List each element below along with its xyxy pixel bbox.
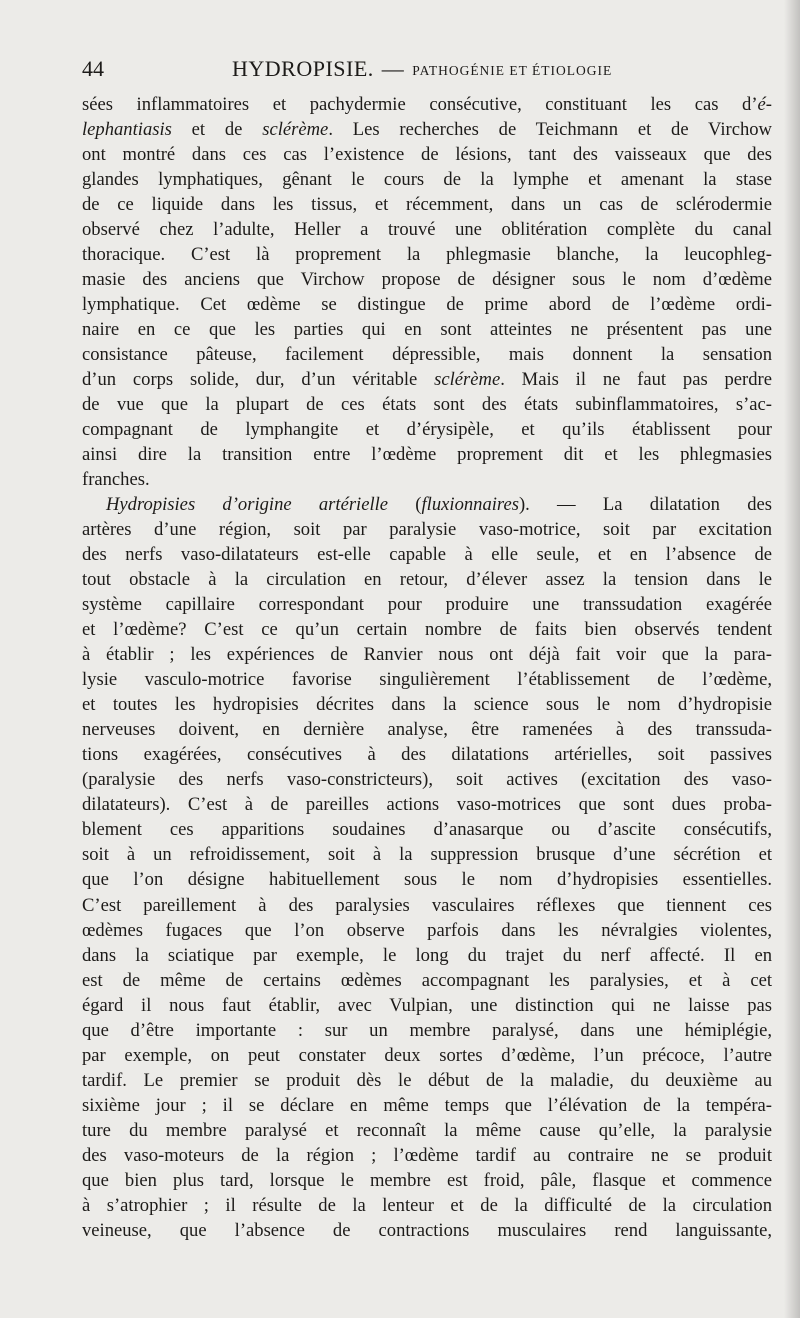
italic-text-segment: Hydropisies d’origine artérielle	[106, 494, 389, 516]
text-line	[82, 367, 772, 392]
text-line	[82, 792, 772, 817]
text-line	[82, 1168, 772, 1193]
text-segment: ). — La dilatation des	[518, 494, 772, 516]
text-segment: compagnant de lymphangite et d’érysipèle, et qu’ils établissent pour	[82, 419, 772, 441]
text-line	[82, 617, 772, 642]
text-segment: dans la sciatique par exemple, le long du trajet du nerf affecté. Il en	[82, 944, 772, 966]
text-segment: des vaso-moteurs de la région ; l’œdème tardif au contraire ne se produit	[82, 1144, 772, 1166]
text-segment: naire en ce que les parties qui en sont atteintes ne présentent pas une	[82, 319, 772, 341]
text-segment: de vue que la plupart de ces états sont des états subinflammatoires, s’ac-	[82, 394, 772, 416]
running-title-main: HYDROPISIE.	[232, 56, 374, 81]
text-line	[82, 1218, 772, 1243]
text-line	[82, 1118, 772, 1143]
text-segment: à s’atrophier ; il résulte de la lenteur et de la difficulté de la circulation	[82, 1194, 772, 1216]
body-text	[82, 92, 772, 1243]
text-segment: ainsi dire la transition entre l’œdème proprement dit et les phlegmasies	[82, 444, 772, 466]
text-segment: . Les recherches de Teichmann et de Virchow	[328, 119, 772, 141]
text-segment: nerveuses doivent, en dernière analyse, être ramenées à des transsuda-	[82, 719, 772, 741]
text-line	[82, 267, 772, 292]
text-line	[82, 893, 772, 918]
text-line	[82, 692, 772, 717]
text-segment: (paralysie des nerfs vaso-constricteurs), soit actives (excitation des vaso-	[82, 769, 772, 791]
text-segment: artères d’une région, soit par paralysie vaso-motrice, soit par excitation	[82, 519, 772, 541]
text-segment: et de	[171, 119, 263, 141]
italic-text-segment: sclérème	[262, 119, 329, 141]
italic-text-segment: sclérème	[434, 369, 501, 391]
running-title-separator: —	[381, 56, 405, 81]
text-segment: que l’on désigne habituellement sous le nom d’hydropisies essentielles.	[82, 869, 772, 891]
text-segment: sées inflammatoires et pachydermie consécutive, constituant les cas d’	[82, 94, 758, 115]
text-segment: par exemple, on peut constater deux sortes d’œdème, l’un précoce, l’autre	[82, 1044, 772, 1066]
text-segment: et toutes les hydropisies décrites dans la science sous le nom d’hydropisie	[82, 694, 772, 716]
text-line	[82, 342, 772, 367]
text-segment: ture du membre paralysé et reconnaît la même cause qu’elle, la paralysie	[82, 1119, 772, 1141]
text-segment: tardif. Le premier se produit dès le début de la maladie, du deuxième au	[82, 1069, 772, 1091]
text-segment: que d’être importante : sur un membre paralysé, dans une hémiplégie,	[82, 1019, 772, 1041]
text-segment: ont montré dans ces cas l’existence de lésions, tant des vaisseaux que des	[82, 144, 772, 166]
text-segment: consistance pâteuse, facilement dépressible, mais donnent la sensation	[82, 344, 772, 366]
text-line	[82, 592, 772, 617]
text-line	[82, 442, 772, 467]
text-segment: tout obstacle à la circulation en retour, d’élever assez la tension dans le	[82, 569, 772, 591]
text-segment: veineuse, que l’absence de contractions musculaires rend languissante,	[82, 1219, 772, 1241]
running-title-subtitle: PATHOGÉNIE ET ÉTIOLOGIE	[412, 63, 613, 78]
text-line	[82, 1093, 772, 1118]
text-segment: des nerfs vaso-dilatateurs est-elle capable à elle seule, et en l’absence de	[82, 544, 772, 566]
text-segment: lymphatique. Cet œdème se distingue de prime abord de l’œdème ordi-	[82, 294, 772, 316]
text-segment: . Mais il ne faut pas perdre	[500, 369, 772, 391]
text-segment: masie des anciens que Virchow propose de désigner sous le nom d’œdème	[82, 269, 772, 291]
italic-text-segment: fluxionnaires	[421, 494, 519, 516]
text-segment: égard il nous faut établir, avec Vulpian, une distinction qui ne laisse pas	[82, 994, 772, 1016]
text-segment: est de même de certains œdèmes accompagnant les paralysies, et à cet	[82, 969, 772, 991]
italic-text-segment: é-	[757, 94, 772, 115]
text-segment: soit à un refroidissement, soit à la suppression brusque d’une sécrétion et	[82, 844, 772, 866]
text-line	[82, 918, 772, 943]
text-segment: que bien plus tard, lorsque le membre est froid, pâle, flasque et commence	[82, 1169, 772, 1191]
text-segment: œdèmes fugaces que l’on observe parfois dans les névralgies violentes,	[82, 919, 772, 941]
text-line	[82, 817, 772, 842]
text-line	[82, 242, 772, 267]
text-segment: lysie vasculo-motrice favorise singulièrement l’établissement de l’œdème,	[82, 669, 772, 691]
text-line	[82, 642, 772, 667]
text-line	[82, 92, 772, 117]
text-line	[82, 467, 772, 492]
text-line	[82, 542, 772, 567]
text-line	[82, 517, 772, 542]
page-header	[82, 56, 722, 86]
text-line	[82, 492, 772, 517]
text-segment: glandes lymphatiques, gênant le cours de la lymphe et amenant la stase	[82, 169, 772, 191]
text-segment: à établir ; les expériences de Ranvier nous ont déjà fait voir que la para-	[82, 644, 772, 666]
running-title	[232, 56, 612, 82]
page-edge-shadow	[784, 0, 800, 1318]
text-line	[82, 667, 772, 692]
text-segment: thoracique. C’est là proprement la phlegmasie blanche, la leucophleg-	[82, 244, 772, 266]
text-line	[82, 1018, 772, 1043]
text-line	[82, 968, 772, 993]
text-line	[82, 417, 772, 442]
text-segment: et l’œdème? C’est ce qu’un certain nombre de faits bien observés tendent	[82, 619, 772, 641]
text-line	[82, 993, 772, 1018]
page-number: 44	[82, 56, 104, 81]
text-segment: franches.	[82, 469, 150, 491]
text-line	[82, 292, 772, 317]
text-line	[82, 217, 772, 242]
text-line	[82, 1043, 772, 1068]
text-line	[82, 392, 772, 417]
text-line	[82, 742, 772, 767]
text-line	[82, 192, 772, 217]
text-segment: blement ces apparitions soudaines d’anasarque ou d’ascite consécutifs,	[82, 819, 772, 841]
text-line	[82, 943, 772, 968]
text-segment: C’est pareillement à des paralysies vasculaires réflexes que tiennent ces	[82, 894, 772, 916]
italic-text-segment: lephantiasis	[82, 119, 172, 141]
text-segment: tions exagérées, consécutives à des dilatations artérielles, soit passives	[82, 744, 772, 766]
text-segment: de ce liquide dans les tissus, et récemment, dans un cas de sclérodermie	[82, 194, 772, 216]
text-segment: d’un corps solide, dur, d’un véritable	[82, 369, 435, 391]
text-segment: système capillaire correspondant pour produire une transsudation exagérée	[82, 594, 772, 616]
text-segment: dilatateurs). C’est à de pareilles actions vaso-motrices que sont dues proba-	[82, 794, 772, 816]
text-line	[82, 1143, 772, 1168]
text-line	[82, 317, 772, 342]
text-segment: sixième jour ; il se déclare en même temps que l’élévation de la tempéra-	[82, 1094, 772, 1116]
text-line	[82, 567, 772, 592]
text-line	[82, 717, 772, 742]
text-line	[82, 767, 772, 792]
text-line	[82, 117, 772, 142]
text-line	[82, 142, 772, 167]
text-line	[82, 867, 772, 892]
text-line	[82, 1193, 772, 1218]
text-line	[82, 167, 772, 192]
text-segment: observé chez l’adulte, Heller a trouvé une oblitération complète du canal	[82, 219, 772, 241]
text-line	[82, 842, 772, 867]
text-segment: (	[388, 494, 422, 516]
text-line	[82, 1068, 772, 1093]
